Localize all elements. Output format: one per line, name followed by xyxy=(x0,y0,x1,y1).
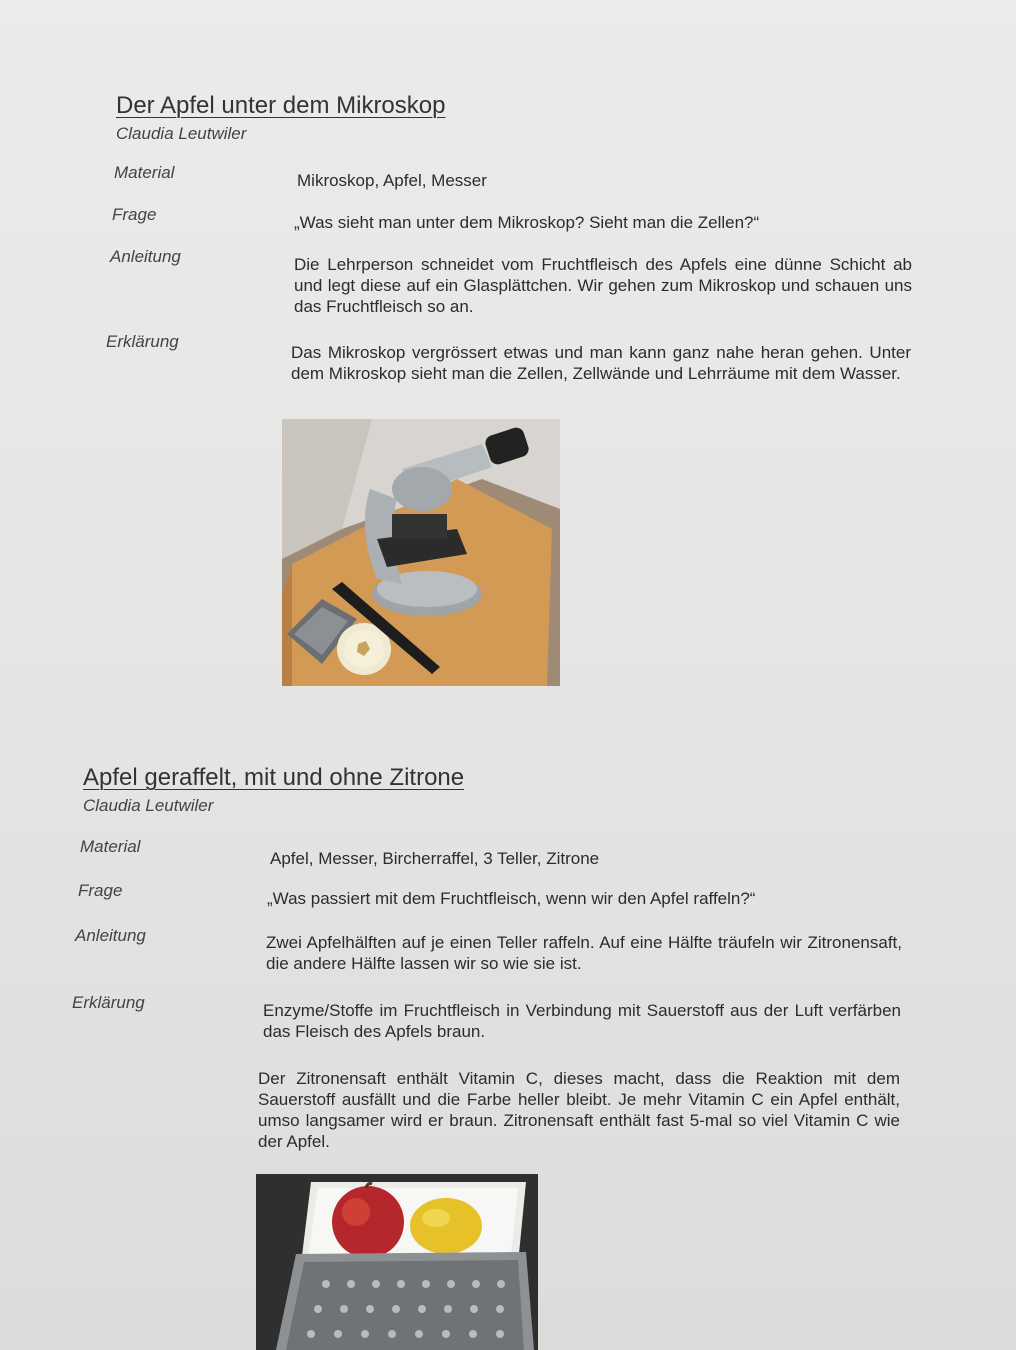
anleitung-label: Anleitung xyxy=(110,247,181,266)
apple-lemon-grater-photo xyxy=(256,1174,538,1350)
apple-lemon-illustration xyxy=(256,1174,538,1350)
frage-label: Frage xyxy=(112,205,157,224)
section-microscope xyxy=(108,92,918,692)
erklaerung-label: Erklärung xyxy=(72,993,145,1012)
section-author: Claudia Leutwiler xyxy=(83,796,214,815)
erklaerung-text-1: Enzyme/Stoffe im Fruchtfleisch in Verbindung mit Sauerstoff aus der Luft verfärben das Fleisch des Apfels braun. xyxy=(263,1001,901,1041)
anleitung-text: Die Lehrperson schneidet vom Fruchtfleisch des Apfels eine dünne Schicht ab und legt diese auf ein Glasplättchen. Wir gehen zum Mikroskop und schauen uns das Fruchtfleisch so an. xyxy=(294,255,912,316)
material-text: Mikroskop, Apfel, Messer xyxy=(297,171,487,190)
anleitung-label: Anleitung xyxy=(75,926,146,945)
microscope-illustration xyxy=(282,419,560,686)
section-title: Apfel geraffelt, mit und ohne Zitrone xyxy=(83,764,465,791)
erklaerung-text: Das Mikroskop vergrössert etwas und man kann ganz nahe heran gehen. Unter dem Mikroskop sieht man die Zellen, Zellwände und Lehrräume mit dem Wasser. xyxy=(291,343,911,383)
erklaerung-text-2: Der Zitronensaft enthält Vitamin C, dieses macht, dass die Reaktion mit dem Sauerstoff ausfällt und die Farbe heller bleibt. Je mehr Vitamin C ein Apfel enthält, umso langsamer wird er braun. Zitronensaft enthält fast 5-mal so viel Vitamin C wie der Apfel. xyxy=(258,1069,900,1151)
material-label: Material xyxy=(114,163,175,182)
erklaerung-label: Erklärung xyxy=(106,332,179,351)
material-text: Apfel, Messer, Bircherraffel, 3 Teller, Zitrone xyxy=(270,849,600,868)
anleitung-text: Zwei Apfelhälften auf je einen Teller raffeln. Auf eine Hälfte träufeln wir Zitronensaft, die andere Hälfte lassen wir so wie sie ist. xyxy=(266,933,902,973)
material-label: Material xyxy=(80,837,141,856)
section-author: Claudia Leutwiler xyxy=(116,124,247,143)
section-title: Der Apfel unter dem Mikroskop xyxy=(116,92,446,119)
frage-text: „Was sieht man unter dem Mikroskop? Sieht man die Zellen?“ xyxy=(294,213,760,232)
microscope-photo xyxy=(282,419,560,686)
frage-label: Frage xyxy=(78,881,123,900)
frage-text: „Was passiert mit dem Fruchtfleisch, wenn wir den Apfel raffeln?“ xyxy=(267,889,756,908)
section-grated-apple xyxy=(70,762,920,1350)
